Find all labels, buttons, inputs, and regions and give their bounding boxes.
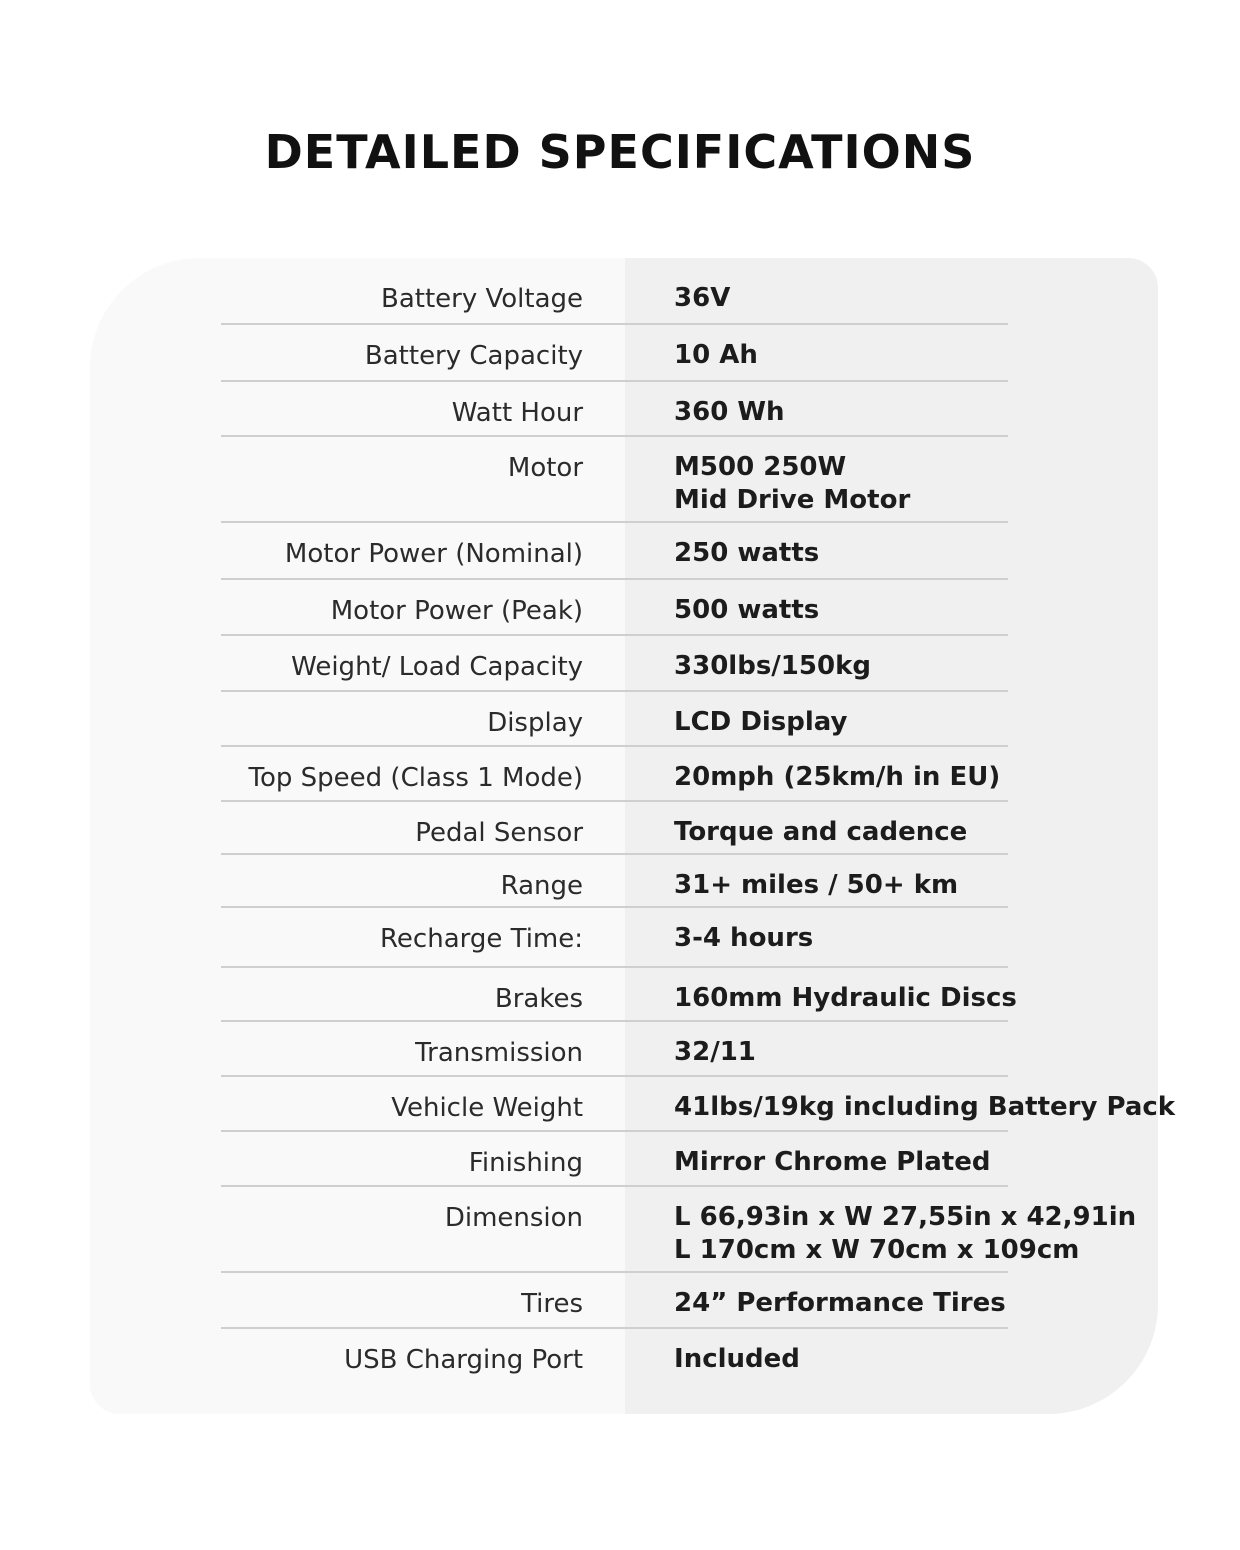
spec-value (674, 1273, 1231, 1320)
spec-row (221, 268, 1231, 325)
spec-value-line: 31+ miles / 50+ km (674, 870, 959, 900)
spec-value (674, 855, 1231, 902)
spec-value (674, 382, 1231, 429)
spec-label: Display (487, 708, 584, 738)
spec-value (674, 1077, 1231, 1124)
spec-row (221, 968, 1231, 1022)
spec-value (674, 437, 1231, 517)
spec-value-line: LCD Display (674, 707, 848, 737)
spec-label: Battery Capacity (364, 341, 584, 371)
spec-label: Brakes (494, 984, 584, 1014)
spec-row (221, 855, 1231, 908)
page-title: DETAILED SPECIFICATIONS (264, 125, 976, 179)
spec-value-line: 20mph (25km/h in EU) (674, 762, 1001, 792)
spec-value-line: 3-4 hours (674, 923, 814, 953)
spec-value-line: M500 250W (674, 452, 847, 482)
spec-value-line: 160mm Hydraulic Discs (674, 983, 1017, 1013)
spec-value (674, 636, 1231, 683)
spec-label: Motor (507, 453, 584, 483)
spec-label: Finishing (468, 1148, 584, 1178)
spec-value-line: 10 Ah (674, 340, 758, 370)
spec-row (221, 1273, 1231, 1329)
spec-label: Range (500, 871, 584, 901)
spec-label: Recharge Time: (380, 924, 584, 954)
spec-value (674, 1329, 1231, 1376)
spec-row (221, 1077, 1231, 1132)
spec-value-line: 500 watts (674, 595, 820, 625)
spec-value (674, 1022, 1231, 1069)
spec-value (674, 1132, 1231, 1179)
spec-value-line: Torque and cadence (674, 817, 968, 847)
spec-value (674, 580, 1231, 627)
spec-row (221, 802, 1231, 855)
spec-row (221, 636, 1231, 692)
spec-value-line: Mirror Chrome Plated (674, 1147, 991, 1177)
spec-row (221, 1132, 1231, 1187)
spec-label: USB Charging Port (344, 1345, 584, 1375)
spec-label: Watt Hour (451, 398, 584, 428)
spec-value-line: Included (674, 1344, 800, 1374)
spec-row (221, 1187, 1231, 1273)
spec-row (221, 1329, 1231, 1385)
spec-value-line: L 170cm x W 70cm x 109cm (674, 1235, 1080, 1265)
spec-value-line: Mid Drive Motor (674, 485, 911, 515)
spec-value (674, 692, 1231, 739)
spec-value-line: 32/11 (674, 1037, 756, 1067)
spec-row (221, 908, 1231, 968)
spec-value (674, 908, 1231, 955)
spec-label: Tires (521, 1289, 584, 1319)
spec-label: Vehicle Weight (391, 1093, 584, 1123)
spec-value-line: 36V (674, 283, 731, 313)
spec-label: Pedal Sensor (415, 818, 584, 848)
spec-value-line: 24” Performance Tires (674, 1288, 1006, 1318)
spec-label: Dimension (444, 1203, 584, 1233)
spec-row (221, 1022, 1231, 1077)
spec-label: Motor Power (Peak) (330, 596, 584, 626)
spec-value (674, 802, 1231, 849)
spec-value-line: 250 watts (674, 538, 820, 568)
spec-label: Weight/ Load Capacity (291, 652, 584, 682)
spec-value (674, 325, 1231, 372)
spec-row (221, 382, 1231, 437)
spec-label: Transmission (415, 1038, 584, 1068)
spec-row (221, 692, 1231, 747)
spec-label: Top Speed (Class 1 Mode) (248, 763, 584, 793)
spec-row (221, 580, 1231, 636)
spec-value (674, 747, 1231, 794)
spec-value-line: 360 Wh (674, 397, 785, 427)
spec-value-line: L 66,93in x W 27,55in x 42,91in (674, 1202, 1137, 1232)
spec-table (221, 268, 1231, 1385)
spec-row (221, 523, 1231, 580)
spec-row (221, 747, 1231, 802)
spec-label: Motor Power (Nominal) (284, 539, 584, 569)
spec-value-line: 330lbs/150kg (674, 651, 871, 681)
spec-row (221, 437, 1231, 523)
spec-value-line: 41lbs/19kg including Battery Pack (674, 1092, 1176, 1122)
spec-value (674, 523, 1231, 570)
spec-row (221, 325, 1231, 382)
spec-value (674, 268, 1231, 315)
spec-value (674, 1187, 1231, 1267)
spec-value (674, 968, 1231, 1015)
spec-label: Battery Voltage (381, 284, 584, 314)
